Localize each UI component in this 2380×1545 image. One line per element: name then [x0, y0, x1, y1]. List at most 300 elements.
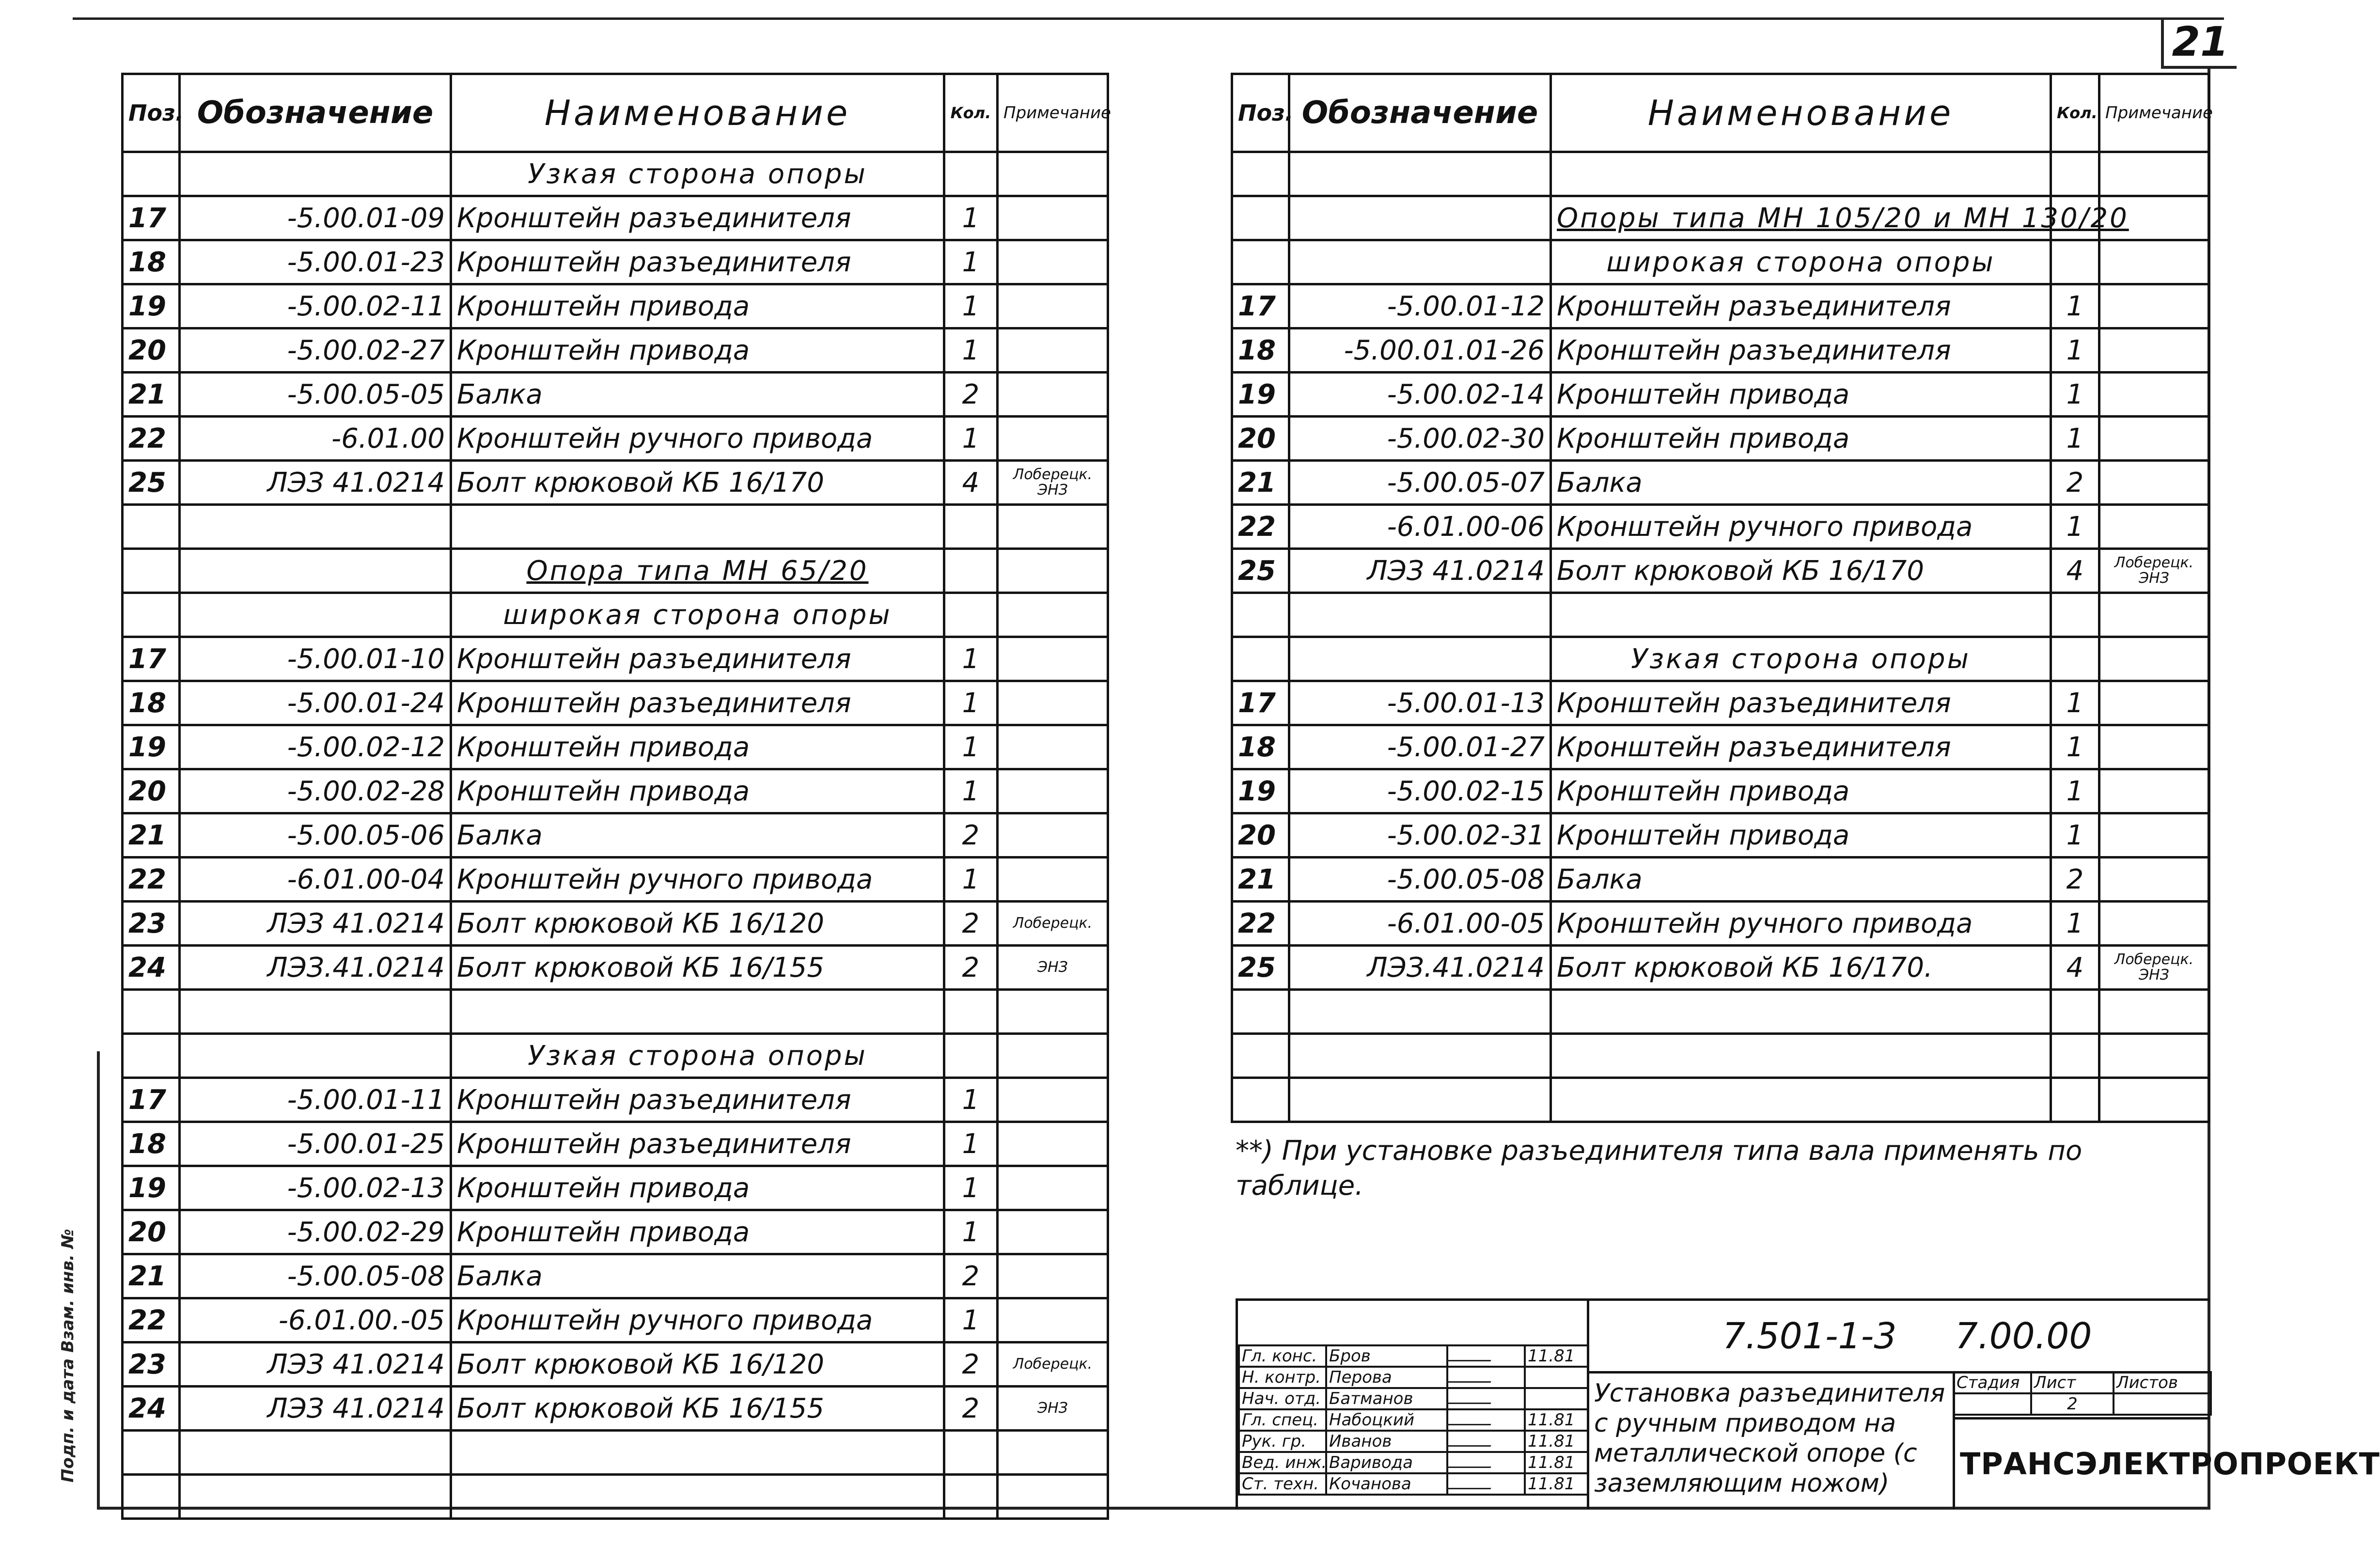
section-cell-empty [180, 152, 451, 196]
blank-cell [2051, 1034, 2099, 1078]
blank-cell [1551, 990, 2051, 1034]
signature-role: Рук. гр. [1239, 1431, 1326, 1452]
blank-cell [1289, 1078, 1551, 1122]
stage-label: Стадия [1954, 1372, 2031, 1393]
cell-kol: 1 [944, 328, 998, 373]
left-table-header-row [123, 74, 1108, 152]
table-row [1232, 902, 2209, 946]
blank-cell [998, 990, 1108, 1034]
cell-oboznachenie: -5.00.01-23 [180, 240, 451, 284]
cell-kol: 2 [2051, 858, 2099, 902]
signature-cell [1447, 1452, 1525, 1473]
right-spec-table [1231, 73, 2213, 1123]
table-row [123, 1342, 1108, 1387]
cell-naimenovanie: Кронштейн привода [451, 1210, 944, 1254]
signature-role: Гл. спец. [1239, 1409, 1326, 1431]
cell-primechanie [2099, 681, 2209, 725]
cell-poz: 22 [1232, 902, 1289, 946]
cell-poz: 21 [123, 373, 180, 417]
cell-primechanie [998, 725, 1108, 769]
signature-date: 11.81 [1525, 1409, 1588, 1431]
cell-primechanie [998, 240, 1108, 284]
section-title: Узкая сторона опоры [451, 152, 944, 196]
cell-poz: 18 [1232, 725, 1289, 769]
signature-name: Набоцкий [1326, 1409, 1447, 1431]
blank-cell [123, 505, 180, 549]
cell-naimenovanie: Кронштейн разъединителя [451, 637, 944, 681]
cell-naimenovanie: Болт крюковой КБ 16/120 [451, 902, 944, 946]
blank-cell [1289, 593, 1551, 637]
cell-naimenovanie: Кронштейн разъединителя [1551, 681, 2051, 725]
organization-name: ТРАНСЭЛЕКТРОПРОЕКТ [1960, 1446, 2380, 1482]
header-primechanie: Примечание [998, 74, 1108, 152]
section-cell-empty [123, 593, 180, 637]
cell-oboznachenie: -5.00.01-10 [180, 637, 451, 681]
section-title: Опора типа МН 65/20 [451, 549, 944, 593]
signature-date: 11.81 [1525, 1345, 1588, 1367]
table-row [123, 858, 1108, 902]
cell-poz: 22 [123, 1298, 180, 1342]
cell-oboznachenie: -6.01.00 [180, 417, 451, 461]
signature-date [1525, 1388, 1588, 1409]
cell-poz: 21 [1232, 858, 1289, 902]
cell-poz: 22 [123, 417, 180, 461]
cell-primechanie [998, 1298, 1108, 1342]
section-title: широкая сторона опоры [451, 593, 944, 637]
cell-kol: 2 [944, 1342, 998, 1387]
cell-poz: 18 [123, 1122, 180, 1166]
table-row [1232, 813, 2209, 858]
table-row [1232, 769, 2209, 813]
handwritten-signature-icon [1447, 1390, 1497, 1404]
signature-row [1239, 1431, 1588, 1452]
table-row [1232, 681, 2209, 725]
cell-naimenovanie: Болт крюковой КБ 16/170 [451, 461, 944, 505]
title-block-divider-v [1587, 1301, 1589, 1509]
blank-cell [2099, 990, 2209, 1034]
table-row [123, 1254, 1108, 1298]
cell-oboznachenie: -6.01.00-06 [1289, 505, 1551, 549]
section-cell-empty [944, 152, 998, 196]
section-cell-empty [1232, 196, 1289, 240]
blank-cell [2051, 990, 2099, 1034]
cell-oboznachenie: -6.01.00-04 [180, 858, 451, 902]
signature-row [1239, 1345, 1588, 1367]
side-stamp-strip [82, 1051, 98, 1507]
cell-kol: 4 [944, 461, 998, 505]
cell-primechanie [2099, 813, 2209, 858]
table-row [1232, 725, 2209, 769]
cell-oboznachenie: ЛЭЗ 41.0214 [180, 1387, 451, 1431]
cell-oboznachenie: -5.00.05-07 [1289, 461, 1551, 505]
cell-poz: 17 [123, 1078, 180, 1122]
table-row [123, 946, 1108, 990]
cell-primechanie [2099, 725, 2209, 769]
cell-naimenovanie: Болт крюковой КБ 16/155 [451, 1387, 944, 1431]
cell-kol: 2 [944, 813, 998, 858]
cell-poz: 20 [123, 769, 180, 813]
cell-primechanie [2099, 505, 2209, 549]
cell-kol: 1 [944, 196, 998, 240]
cell-oboznachenie: -6.01.00-05 [1289, 902, 1551, 946]
blank-cell [123, 1475, 180, 1519]
table-row [123, 461, 1108, 505]
blank-cell [180, 990, 451, 1034]
cell-naimenovanie: Кронштейн привода [1551, 813, 2051, 858]
table-row [123, 284, 1108, 328]
section-cell-empty [944, 593, 998, 637]
table-row [123, 813, 1108, 858]
cell-kol: 1 [944, 769, 998, 813]
cell-naimenovanie: Кронштейн ручного привода [1551, 902, 2051, 946]
cell-oboznachenie: -5.00.02-13 [180, 1166, 451, 1210]
signature-role: Ст. техн. [1239, 1473, 1326, 1495]
top-frame-line [73, 17, 2224, 20]
cell-poz: 19 [1232, 373, 1289, 417]
cell-oboznachenie: -5.00.05-06 [180, 813, 451, 858]
cell-kol: 1 [944, 725, 998, 769]
blank-cell [180, 1475, 451, 1519]
cell-poz: 17 [123, 637, 180, 681]
cell-oboznachenie: -5.00.05-08 [1289, 858, 1551, 902]
cell-primechanie [2099, 902, 2209, 946]
blank-cell [2051, 593, 2099, 637]
section-cell-empty [998, 152, 1108, 196]
org-divider [1953, 1417, 2210, 1420]
cell-oboznachenie: -5.00.05-08 [180, 1254, 451, 1298]
footnote: **) При установке разъединителя типа вала применять по таблице. [1236, 1135, 2082, 1202]
cell-oboznachenie: -5.00.02-27 [180, 328, 451, 373]
section-cell-empty [123, 549, 180, 593]
signature-name: Бров [1326, 1345, 1447, 1367]
table-row [1232, 373, 2209, 417]
signature-row [1239, 1452, 1588, 1473]
blank-row [123, 990, 1108, 1034]
cell-kol: 2 [944, 1254, 998, 1298]
cell-oboznachenie: -5.00.02-14 [1289, 373, 1551, 417]
section-cell-empty [998, 593, 1108, 637]
cell-kol: 1 [2051, 328, 2099, 373]
blank-cell [2099, 152, 2209, 196]
cell-oboznachenie: -5.00.05-05 [180, 373, 451, 417]
table-row [123, 1166, 1108, 1210]
cell-primechanie: ЭНЗ [998, 946, 1108, 990]
cell-primechanie [998, 858, 1108, 902]
left-table-body [123, 152, 1108, 1519]
cell-primechanie [998, 196, 1108, 240]
blank-row [1232, 1078, 2209, 1122]
cell-kol: 1 [944, 1078, 998, 1122]
section-cell-empty [2099, 637, 2209, 681]
signature-cell [1447, 1473, 1525, 1495]
handwritten-signature-icon [1447, 1433, 1497, 1447]
cell-poz: 18 [123, 240, 180, 284]
right-table-body [1232, 152, 2209, 1122]
section-title: Узкая сторона опоры [451, 1034, 944, 1078]
cell-kol: 1 [944, 637, 998, 681]
cell-primechanie [998, 769, 1108, 813]
drawing-title: Установка разъединителя с ручным приводом на металлической опоре (с заземляющим ножом) [1594, 1379, 1945, 1498]
cell-poz: 17 [1232, 681, 1289, 725]
table-row [1232, 858, 2209, 902]
blank-cell [2099, 1034, 2209, 1078]
cell-poz: 23 [123, 902, 180, 946]
cell-primechanie: Лоберецк. ЭНЗ [998, 461, 1108, 505]
cell-oboznachenie: -5.00.02-12 [180, 725, 451, 769]
cell-naimenovanie: Балка [451, 1254, 944, 1298]
section-cell-empty [944, 549, 998, 593]
cell-primechanie [998, 1210, 1108, 1254]
cell-oboznachenie: ЛЭЗ.41.0214 [1289, 946, 1551, 990]
signature-role: Нач. отд. [1239, 1388, 1326, 1409]
cell-naimenovanie: Кронштейн ручного привода [451, 858, 944, 902]
cell-kol: 1 [2051, 373, 2099, 417]
cell-primechanie: Лоберецк. [998, 902, 1108, 946]
cell-naimenovanie: Кронштейн ручного привода [1551, 505, 2051, 549]
cell-kol: 4 [2051, 549, 2099, 593]
cell-kol: 1 [2051, 505, 2099, 549]
cell-naimenovanie: Кронштейн привода [1551, 769, 2051, 813]
sheets-label: Листов [2114, 1372, 2211, 1393]
header-poz: Поз. [123, 74, 180, 152]
signature-row [1239, 1409, 1588, 1431]
cell-oboznachenie: -5.00.02-15 [1289, 769, 1551, 813]
section-cell-empty [180, 1034, 451, 1078]
cell-oboznachenie: ЛЭЗ 41.0214 [180, 461, 451, 505]
cell-poz: 20 [1232, 417, 1289, 461]
signature-date: 11.81 [1525, 1452, 1588, 1473]
cell-poz: 24 [123, 946, 180, 990]
signature-date: 11.81 [1525, 1473, 1588, 1495]
cell-oboznachenie: -5.00.01-25 [180, 1122, 451, 1166]
blank-row [1232, 593, 2209, 637]
signature-row [1239, 1473, 1588, 1495]
blank-cell [123, 990, 180, 1034]
cell-kol: 1 [2051, 769, 2099, 813]
handwritten-signature-icon [1447, 1369, 1497, 1383]
cell-kol: 2 [2051, 461, 2099, 505]
section-cell-empty [180, 549, 451, 593]
cell-poz: 17 [123, 196, 180, 240]
cell-poz: 22 [123, 858, 180, 902]
cell-naimenovanie: Кронштейн привода [451, 1166, 944, 1210]
cell-poz: 21 [123, 1254, 180, 1298]
table-row [1232, 505, 2209, 549]
blank-cell [998, 1475, 1108, 1519]
cell-primechanie [998, 1254, 1108, 1298]
cell-primechanie: Лоберецк. ЭНЗ [2099, 946, 2209, 990]
cell-kol: 1 [944, 417, 998, 461]
blank-cell [1289, 152, 1551, 196]
blank-cell [998, 505, 1108, 549]
blank-row [123, 505, 1108, 549]
section-cell-empty [123, 1034, 180, 1078]
cell-naimenovanie: Кронштейн разъединителя [451, 1078, 944, 1122]
cell-primechanie [998, 417, 1108, 461]
cell-oboznachenie: -5.00.02-28 [180, 769, 451, 813]
blank-cell [1551, 593, 2051, 637]
signature-cell [1447, 1367, 1525, 1388]
cell-poz: 20 [123, 1210, 180, 1254]
cell-poz: 22 [1232, 505, 1289, 549]
cell-primechanie [998, 813, 1108, 858]
signature-role: Гл. конс. [1239, 1345, 1326, 1367]
cell-poz: 17 [1232, 284, 1289, 328]
cell-primechanie [998, 328, 1108, 373]
blank-cell [944, 990, 998, 1034]
section-cell-empty [1232, 637, 1289, 681]
title-block [1236, 1298, 2380, 1509]
signature-cell [1447, 1388, 1525, 1409]
blank-cell [2051, 152, 2099, 196]
cell-kol: 1 [2051, 284, 2099, 328]
cell-poz: 21 [123, 813, 180, 858]
table-row [123, 1210, 1108, 1254]
blank-cell [1232, 1078, 1289, 1122]
cell-naimenovanie: Кронштейн ручного привода [451, 1298, 944, 1342]
blank-cell [1232, 990, 1289, 1034]
section-cell-empty [1289, 240, 1551, 284]
blank-cell [451, 990, 944, 1034]
handwritten-signature-icon [1447, 1475, 1497, 1489]
table-row [123, 196, 1108, 240]
cell-poz: 18 [1232, 328, 1289, 373]
header-kol: Кол. [944, 74, 998, 152]
section-row [1232, 196, 2209, 240]
section-title: Узкая сторона опоры [1551, 637, 2051, 681]
table-row [123, 417, 1108, 461]
cell-naimenovanie: Балка [1551, 858, 2051, 902]
header-oboznachenie: Обозначение [1289, 74, 1551, 152]
cell-poz: 21 [1232, 461, 1289, 505]
cell-oboznachenie: ЛЭЗ 41.0214 [1289, 549, 1551, 593]
header-kol: Кол. [2051, 74, 2099, 152]
signature-name: Кочанова [1326, 1473, 1447, 1495]
blank-cell [944, 505, 998, 549]
blank-row [123, 1475, 1108, 1519]
cell-naimenovanie: Болт крюковой КБ 16/170 [1551, 549, 2051, 593]
cell-naimenovanie: Кронштейн привода [451, 284, 944, 328]
cell-naimenovanie: Балка [451, 813, 944, 858]
cell-oboznachenie: -6.01.00.-05 [180, 1298, 451, 1342]
cell-primechanie [998, 1078, 1108, 1122]
cell-oboznachenie: -5.00.01-12 [1289, 284, 1551, 328]
cell-kol: 2 [944, 373, 998, 417]
blank-row [123, 1431, 1108, 1475]
cell-kol: 1 [944, 284, 998, 328]
cell-primechanie: ЭНЗ [998, 1387, 1108, 1431]
sheets-value [2114, 1393, 2211, 1415]
stage-table [1953, 1371, 2212, 1416]
cell-naimenovanie: Кронштейн разъединителя [1551, 284, 2051, 328]
cell-primechanie [2099, 417, 2209, 461]
table-row [123, 373, 1108, 417]
blank-cell [1232, 593, 1289, 637]
cell-naimenovanie: Кронштейн разъединителя [451, 240, 944, 284]
cell-kol: 1 [944, 240, 998, 284]
cell-poz: 23 [123, 1342, 180, 1387]
signature-cell [1447, 1409, 1525, 1431]
cell-kol: 1 [944, 1166, 998, 1210]
signature-name: Батманов [1326, 1388, 1447, 1409]
cell-naimenovanie: Кронштейн привода [451, 725, 944, 769]
blank-row [1232, 152, 2209, 196]
cell-naimenovanie: Балка [451, 373, 944, 417]
header-oboznachenie: Обозначение [180, 74, 451, 152]
signature-name: Иванов [1326, 1431, 1447, 1452]
cell-oboznachenie: -5.00.01-24 [180, 681, 451, 725]
cell-primechanie [998, 1166, 1108, 1210]
table-row [123, 725, 1108, 769]
sheet-number: 21 [2161, 17, 2237, 69]
cell-oboznachenie: -5.00.01-09 [180, 196, 451, 240]
cell-naimenovanie: Кронштейн разъединителя [1551, 725, 2051, 769]
cell-primechanie [2099, 373, 2209, 417]
blank-cell [944, 1475, 998, 1519]
cell-naimenovanie: Кронштейн привода [451, 769, 944, 813]
cell-poz: 25 [123, 461, 180, 505]
cell-primechanie [998, 1122, 1108, 1166]
section-row [1232, 637, 2209, 681]
blank-row [1232, 1034, 2209, 1078]
table-row [123, 1078, 1108, 1122]
handwritten-signature-icon [1447, 1347, 1497, 1361]
handwritten-signature-icon [1447, 1411, 1497, 1425]
header-primechanie: Примечание [2099, 74, 2209, 152]
cell-oboznachenie: -5.00.01-13 [1289, 681, 1551, 725]
signature-cell [1447, 1345, 1525, 1367]
blank-cell [2099, 593, 2209, 637]
handwritten-signature-icon [1447, 1454, 1497, 1468]
cell-kol: 1 [2051, 681, 2099, 725]
signature-name: Перова [1326, 1367, 1447, 1388]
blank-cell [451, 505, 944, 549]
blank-cell [451, 1475, 944, 1519]
cell-kol: 1 [2051, 417, 2099, 461]
right-table-header-row [1232, 74, 2209, 152]
cell-naimenovanie: Кронштейн привода [451, 328, 944, 373]
section-cell-empty [944, 1034, 998, 1078]
sheet-value: 2 [2031, 1393, 2114, 1415]
cell-kol: 1 [944, 1210, 998, 1254]
cell-oboznachenie: -5.00.01-11 [180, 1078, 451, 1122]
blank-cell [2099, 1078, 2209, 1122]
cell-kol: 1 [944, 1122, 998, 1166]
cell-poz: 19 [123, 725, 180, 769]
blank-cell [1551, 1078, 2051, 1122]
cell-primechanie [2099, 858, 2209, 902]
cell-kol: 1 [944, 681, 998, 725]
section-title: широкая сторона опоры [1551, 240, 2051, 284]
table-row [123, 1122, 1108, 1166]
cell-primechanie [2099, 328, 2209, 373]
header-poz: Поз. [1232, 74, 1289, 152]
cell-kol: 1 [2051, 902, 2099, 946]
table-row [123, 769, 1108, 813]
cell-naimenovanie: Болт крюковой КБ 16/170. [1551, 946, 2051, 990]
table-row [123, 681, 1108, 725]
cell-poz: 19 [123, 1166, 180, 1210]
section-cell-empty [1289, 196, 1551, 240]
section-cell-empty [998, 1034, 1108, 1078]
cell-kol: 2 [944, 1387, 998, 1431]
blank-cell [2051, 1078, 2099, 1122]
cell-kol: 4 [2051, 946, 2099, 990]
cell-kol: 2 [944, 946, 998, 990]
section-title: Опоры типа МН 105/20 и МН 130/20 [1551, 196, 2051, 240]
cell-naimenovanie: Кронштейн разъединителя [451, 196, 944, 240]
cell-kol: 2 [944, 902, 998, 946]
